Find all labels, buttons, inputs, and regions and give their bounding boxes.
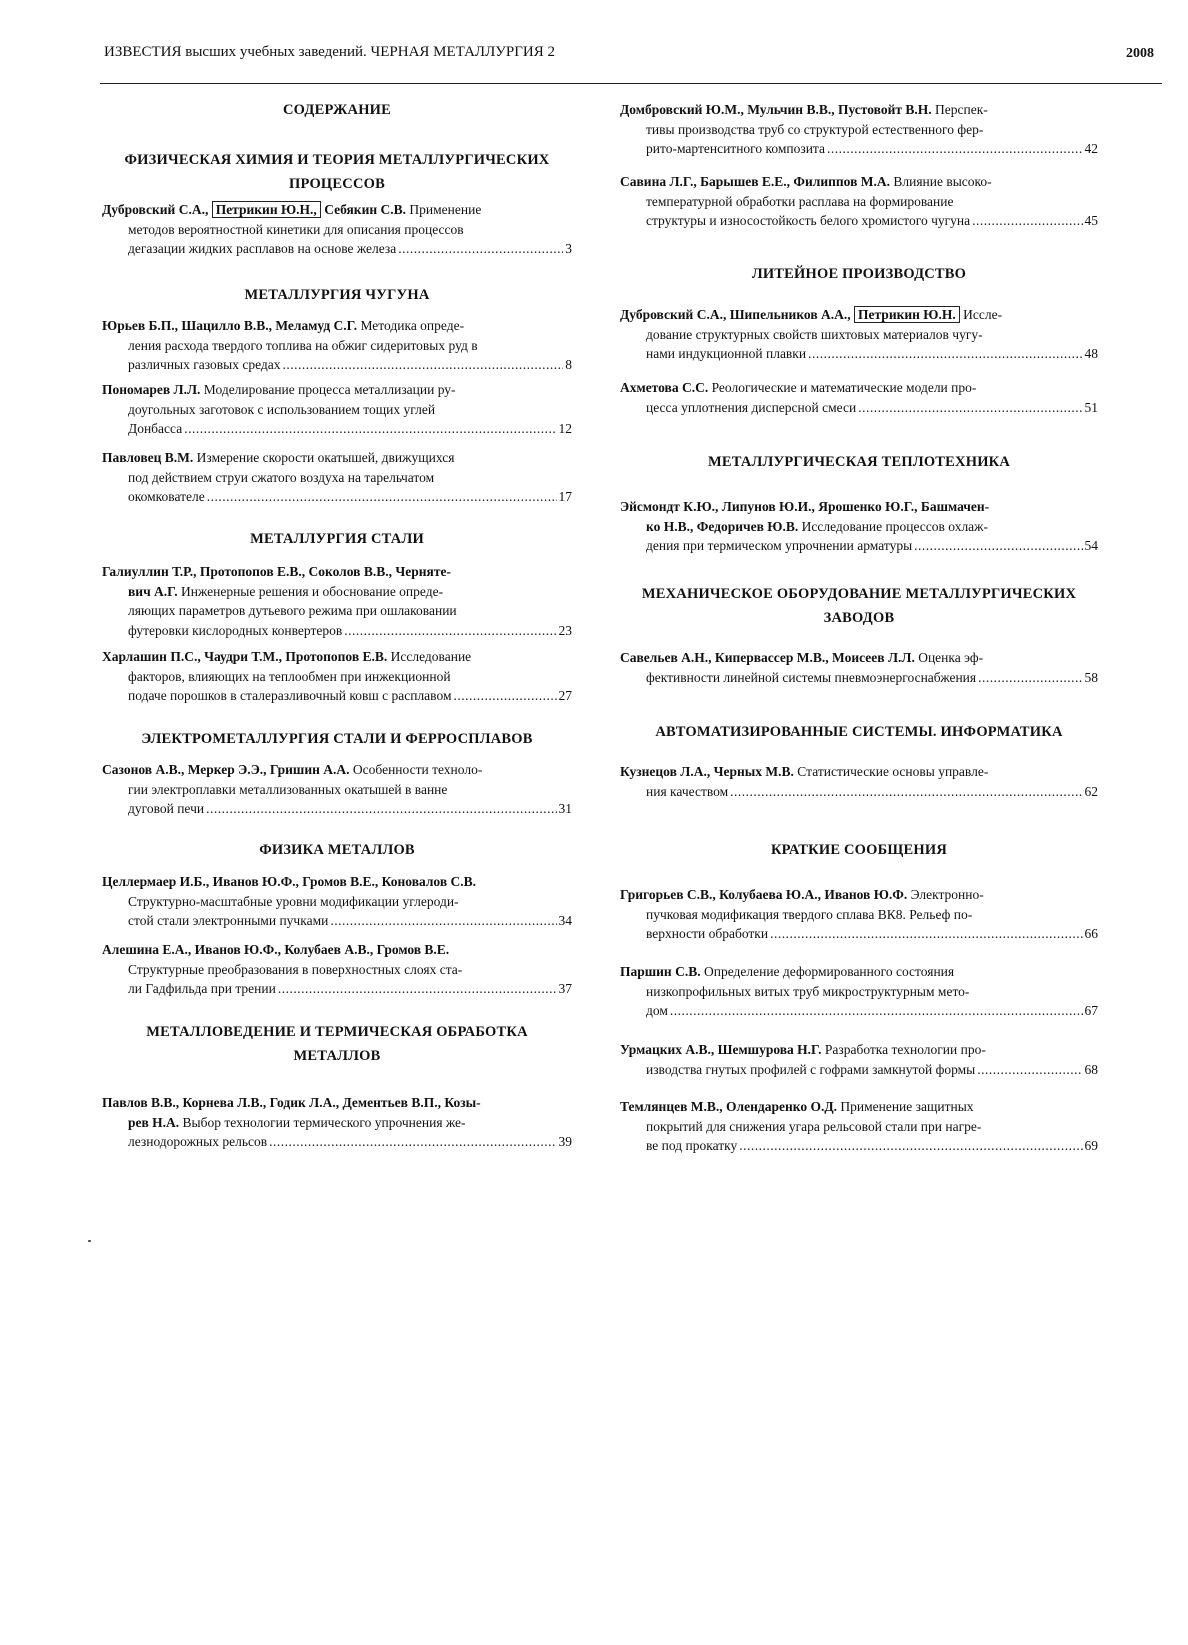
page-number: 27	[558, 688, 572, 703]
entry-last-line	[620, 139, 1098, 159]
entry-authors: Сазонов А.В., Меркер Э.Э., Гришин А.А.	[102, 762, 350, 777]
entry-title-start: Измерение скорости окатышей, движущихся	[193, 450, 455, 465]
page-number: 69	[1084, 1138, 1098, 1153]
entry-first-line	[102, 200, 572, 220]
toc-entry[interactable]	[620, 378, 1098, 417]
entry-title-start: Применение защитных	[836, 1099, 974, 1114]
entry-authors: Павловец В.М.	[102, 450, 194, 465]
dot-leader	[858, 398, 1082, 418]
entry-title-end: стой стали электронными пучками	[128, 913, 329, 928]
entry-authors: Харлашин П.С., Чаудри Т.М., Протопопов Е.В.	[102, 649, 388, 664]
page-number: 67	[1084, 1003, 1098, 1018]
entry-title-end: дегазации жидких расплавов на основе железа	[128, 241, 397, 256]
entry-last-line	[620, 211, 1098, 231]
toc-entry[interactable]	[620, 497, 1098, 556]
dot-leader	[207, 487, 557, 507]
page-number: 12	[558, 421, 572, 436]
page-number: 3	[565, 241, 572, 256]
header-divider	[100, 83, 1162, 84]
entry-title-line: ления расхода твердого топлива на обжиг сидеритовых руд в	[128, 337, 478, 353]
entry-title-start: Методика опреде-	[357, 318, 465, 333]
section-heading-line: ФИЗИЧЕСКАЯ ХИМИЯ И ТЕОРИЯ МЕТАЛЛУРГИЧЕСКИХ	[124, 152, 550, 168]
section-heading	[620, 582, 1098, 630]
toc-entry[interactable]	[102, 200, 572, 259]
section-heading	[102, 838, 572, 862]
entry-title-line: Структурные преобразования в поверхностных слоях ста-	[128, 961, 463, 977]
entry-last-line	[620, 1136, 1098, 1156]
entry-last-line	[620, 536, 1098, 556]
journal-title: ИЗВЕСТИЯ высших учебных заведений. ЧЕРНАЯ МЕТАЛЛУРГИЯ 2	[104, 44, 556, 60]
dot-leader	[770, 924, 1082, 944]
entry-authors: Темлянцев М.В., Олендаренко О.Д.	[620, 1099, 837, 1114]
page-number: 34	[558, 913, 572, 928]
entry-authors: Савельев А.Н., Кипервассер М.В., Моисеев Л.Л.	[620, 650, 915, 665]
toc-entry[interactable]	[102, 1093, 572, 1152]
entry-title-end: различных газовых средах	[128, 357, 281, 372]
section-heading	[102, 283, 572, 307]
entry-first-line	[102, 940, 572, 960]
entry-title-end: рито-мартенситного композита	[646, 141, 825, 156]
entry-last-line	[620, 782, 1098, 802]
dot-leader	[398, 239, 563, 259]
dot-leader	[808, 344, 1082, 364]
entry-first-line	[620, 885, 1098, 905]
entry-title-end: цесса уплотнения дисперсной смеси	[646, 399, 857, 415]
entry-title-start: Влияние высоко-	[890, 174, 992, 189]
section-heading-line: ФИЗИКА МЕТАЛЛОВ	[259, 842, 415, 858]
entry-title-end: подаче порошков в сталеразливочный ковш с расплавом	[128, 688, 452, 703]
page-number: 17	[558, 489, 572, 504]
issue-year: 2008	[1126, 46, 1154, 61]
dot-leader	[269, 1132, 556, 1152]
entry-title-end: дуговой печи	[128, 801, 205, 816]
page-number: 8	[565, 357, 572, 372]
entry-title-line: покрытий для снижения угара рельсовой стали при нагре-	[646, 1118, 982, 1134]
entry-title-line: низкопрофильных витых труб микроструктурным мето-	[646, 983, 970, 999]
entry-title-line: тивы производства труб со структурой естественного фер-	[646, 121, 984, 137]
entry-title-start: Иссле-	[959, 307, 1003, 322]
page-number: 31	[558, 801, 572, 816]
entry-authors: Кузнецов Л.А., Черных М.В.	[620, 764, 794, 779]
entry-last-line	[102, 355, 572, 375]
section-heading-line: МЕТАЛЛУРГИЧЕСКАЯ ТЕПЛОТЕХНИКА	[707, 454, 1011, 470]
toc-entry[interactable]	[102, 760, 572, 819]
toc-entry[interactable]	[102, 448, 572, 507]
toc-entry[interactable]	[620, 172, 1098, 231]
entry-title-start: Определение деформированного состояния	[700, 964, 955, 979]
entry-title-line: пучковая модификация твердого сплава ВК8. Рельеф по-	[646, 906, 973, 922]
entry-first-line	[102, 872, 572, 892]
section-heading-line: ЭЛЕКТРОМЕТАЛЛУРГИЯ СТАЛИ И ФЕРРОСПЛАВОВ	[141, 731, 533, 747]
page-number: 68	[1084, 1061, 1098, 1077]
entry-authors: Эйсмондт К.Ю., Липунов Ю.И., Ярошенко Ю.Г., Башмачен-	[620, 499, 990, 514]
entry-authors: Дубровский С.А.,	[102, 202, 212, 217]
page-number: 39	[558, 1134, 572, 1149]
entry-first-line	[620, 762, 1098, 782]
entry-title-end: Донбасса	[128, 421, 183, 436]
entry-title-line: ляющих параметров дутьевого режима при ошлаковании	[128, 603, 457, 618]
entry-first-line	[102, 562, 572, 582]
dot-leader	[344, 621, 556, 641]
toc-entry[interactable]	[102, 940, 572, 999]
entry-first-line	[620, 1097, 1098, 1117]
entry-title-line: гии электроплавки металлизованных окатышей в ванне	[128, 781, 448, 797]
entry-title-line: методов вероятностной кинетики для описания процессов	[128, 221, 464, 237]
entry-last-line	[620, 668, 1098, 688]
entry-first-line	[102, 1093, 572, 1113]
entry-last-line	[620, 924, 1098, 944]
scan-speck	[88, 1240, 91, 1242]
section-heading	[620, 838, 1098, 862]
toc-entry[interactable]	[620, 648, 1098, 687]
page-number: 58	[1084, 669, 1098, 685]
entry-last-line	[102, 979, 572, 999]
dot-leader	[454, 686, 557, 706]
section-heading-line: МЕТАЛЛУРГИЯ СТАЛИ	[250, 531, 424, 547]
toc-entry[interactable]	[620, 100, 1098, 159]
entry-first-line	[620, 378, 1098, 398]
entry-title-start: Статистические основы управле-	[793, 764, 989, 779]
entry-title-start: Особенности техноло-	[349, 762, 483, 777]
entry-last-line	[620, 398, 1098, 418]
page-number: 48	[1084, 346, 1098, 361]
page-number: 62	[1084, 783, 1098, 799]
entry-title-start: Разработка технологии про-	[821, 1042, 986, 1057]
page-number: 23	[558, 622, 572, 638]
entry-title-end: футеровки кислородных конвертеров	[128, 622, 343, 638]
toc-entry[interactable]	[620, 1040, 1098, 1079]
entry-title-end: ве под прокатку	[646, 1138, 738, 1153]
entry-title-start: Перспек-	[931, 102, 988, 117]
dot-leader	[827, 139, 1083, 159]
entry-first-line	[102, 760, 572, 780]
dot-leader	[739, 1136, 1082, 1156]
toc-entry[interactable]	[102, 380, 572, 439]
section-heading-line: АВТОМАТИЗИРОВАННЫЕ СИСТЕМЫ. ИНФОРМАТИКА	[655, 724, 1063, 740]
entry-authors: Галиуллин Т.Р., Протопопов Е.В., Соколов В.В., Чернятe-	[102, 564, 451, 579]
entry-title-end: структуры и износостойкость белого хромистого чугуна	[646, 213, 971, 228]
section-heading-line: ПРОЦЕССОВ	[289, 176, 385, 192]
entry-title-end: ния качеством	[646, 783, 729, 799]
entry-authors: Григорьев С.В., Колубаева Ю.А., Иванов Ю.Ф.	[620, 887, 908, 902]
entry-title-start: Реологические и математические модели про-	[708, 380, 977, 395]
toc-entry[interactable]	[102, 316, 572, 375]
entry-authors: Ахметова С.С.	[620, 380, 709, 395]
entry-title-start: Электронно-	[907, 887, 984, 902]
toc-entry[interactable]	[620, 762, 1098, 801]
page-number: 66	[1084, 926, 1098, 941]
toc-entry[interactable]	[620, 305, 1098, 364]
entry-first-line	[620, 962, 1098, 982]
entry-authors: Паршин С.В.	[620, 964, 701, 979]
section-heading	[620, 450, 1098, 474]
entry-title-line: дование структурных свойств шихтовых материалов чугу-	[646, 326, 983, 342]
dot-leader	[184, 419, 556, 439]
dot-leader	[972, 211, 1082, 231]
entry-last-line	[102, 621, 572, 641]
entry-authors: Урмацких А.В., Шемшурова Н.Г.	[620, 1042, 822, 1057]
entry-last-line	[102, 686, 572, 706]
dot-leader	[283, 355, 564, 375]
section-heading	[102, 727, 572, 751]
page-number: 42	[1084, 141, 1098, 156]
entry-authors: Савина Л.Г., Барышев Е.Е., Филиппов М.А.	[620, 174, 890, 189]
section-heading-line: МЕТАЛЛОВЕДЕНИЕ И ТЕРМИЧЕСКАЯ ОБРАБОТКА	[146, 1024, 528, 1040]
dot-leader	[670, 1001, 1083, 1021]
section-heading	[102, 1020, 572, 1068]
entry-title-end: дения при термическом упрочнении арматуры	[646, 538, 913, 553]
entry-title-end: ли Гадфильда при трении	[128, 981, 276, 996]
entry-first-line	[620, 1040, 1098, 1060]
entry-last-line	[102, 419, 572, 439]
entry-first-line	[620, 172, 1098, 192]
entry-last-line	[102, 799, 572, 819]
entry-last-line	[620, 1060, 1098, 1080]
entry-authors: Алешина Е.А., Иванов Ю.Ф., Колубаев А.В., Громов В.Е.	[102, 942, 450, 957]
dot-leader	[914, 536, 1082, 556]
entry-title-end: изводства гнутых профилей с гофрами замкнутой формы	[646, 1061, 976, 1077]
contents-title: СОДЕРЖАНИЕ	[282, 102, 392, 118]
entry-first-line	[620, 497, 1098, 517]
section-heading	[102, 148, 572, 196]
section-heading-line: МЕТАЛЛОВ	[293, 1048, 381, 1064]
entry-first-line	[620, 648, 1098, 668]
page-number: 51	[1084, 399, 1098, 415]
page-header	[100, 38, 1160, 68]
entry-title-end: нами индукционной плавки	[646, 346, 807, 361]
section-heading	[620, 262, 1098, 286]
entry-title-line: доугольных заготовок с использованием тощих углей	[128, 401, 436, 417]
section-heading-line: ЛИТЕЙНОЕ ПРОИЗВОДСТВО	[751, 266, 967, 282]
entry-title-end: окомкователе	[128, 489, 205, 504]
entry-title-end: фективности линейной системы пневмоэнергоснабжения	[646, 669, 977, 685]
section-heading-line: МЕТАЛЛУРГИЯ ЧУГУНА	[244, 287, 430, 303]
entry-last-line	[102, 1132, 572, 1152]
dot-leader	[330, 911, 556, 931]
entry-title-start: Исследование	[387, 649, 472, 664]
highlighted-author-box: Петрикин Ю.Н.	[854, 306, 960, 323]
entry-first-line	[102, 448, 572, 468]
dot-leader	[730, 782, 1082, 802]
toc-entry[interactable]	[102, 562, 572, 640]
toc-entry[interactable]	[102, 872, 572, 931]
entry-authors: Дубровский С.А., Шипельников А.А.,	[620, 307, 855, 322]
entry-title-end: лезнодорожных рельсов	[128, 1134, 268, 1149]
toc-entry[interactable]	[620, 962, 1098, 1021]
entry-authors: Павлов В.В., Корнева Л.В., Годик Л.А., Дементьев В.П., Козы-	[102, 1095, 481, 1110]
section-heading-line: ЗАВОДОВ	[823, 610, 895, 626]
toc-entry[interactable]	[620, 885, 1098, 944]
entry-title-end: верхности обработки	[646, 926, 769, 941]
entry-last-line	[620, 1001, 1098, 1021]
entry-authors: Пономарев Л.Л.	[102, 382, 201, 397]
page-number: 45	[1084, 213, 1098, 228]
entry-authors: Юрьев Б.П., Шацилло В.В., Меламуд С.Г.	[102, 318, 358, 333]
entry-authors: Домбровский Ю.М., Мульчин В.В., Пустовойт В.Н.	[620, 102, 932, 117]
entry-first-line	[102, 316, 572, 336]
section-heading-line: МЕХАНИЧЕСКОЕ ОБОРУДОВАНИЕ МЕТАЛЛУРГИЧЕСКИХ	[641, 586, 1077, 602]
entry-first-line	[620, 305, 1098, 325]
entry-title-line: под действием струи сжатого воздуха на тарельчатом	[128, 469, 435, 485]
dot-leader	[206, 799, 556, 819]
entry-last-line	[102, 911, 572, 931]
entry-first-line	[102, 647, 572, 667]
entry-first-line	[102, 380, 572, 400]
entry-title-line: рев Н.А. Выбор технологии термического упрочнения же-	[128, 1114, 466, 1130]
entry-last-line	[620, 344, 1098, 364]
entry-last-line	[102, 239, 572, 259]
entry-title-start: Оценка эф-	[914, 650, 984, 665]
entry-authors: Целлермаер И.Б., Иванов Ю.Ф., Громов В.Е., Коновалов С.В.	[102, 874, 477, 889]
entry-title-start: Применение	[406, 202, 482, 217]
entry-authors: Себякин С.В.	[320, 202, 407, 217]
highlighted-author-box: Петрикин Ю.Н.,	[212, 201, 321, 218]
page-number: 37	[558, 981, 572, 996]
dot-leader	[978, 668, 1082, 688]
entry-title-line: вич А.Г. Инженерные решения и обоснование опреде-	[128, 583, 444, 599]
entry-title-line: факторов, влияющих на теплообмен при инжекционной	[128, 668, 451, 684]
page-number: 54	[1084, 538, 1098, 553]
entry-first-line	[620, 100, 1098, 120]
entry-title-start: Моделирование процесса металлизации ру-	[200, 382, 456, 397]
entry-last-line	[102, 487, 572, 507]
section-heading-line: КРАТКИЕ СООБЩЕНИЯ	[770, 842, 948, 858]
entry-title-end: дом	[646, 1003, 668, 1018]
dot-leader	[278, 979, 557, 999]
section-heading	[102, 527, 572, 551]
entry-title-line: ко Н.В., Федоричев Ю.В. Исследование процессов охлаж-	[646, 518, 988, 534]
toc-entry[interactable]	[620, 1097, 1098, 1156]
entry-title-line: температурной обработки расплава на формирование	[646, 193, 954, 209]
dot-leader	[977, 1060, 1082, 1080]
section-heading	[620, 720, 1098, 744]
entry-title-line: Структурно-масштабные уровни модификации углероди-	[128, 893, 459, 909]
toc-entry[interactable]	[102, 647, 572, 706]
